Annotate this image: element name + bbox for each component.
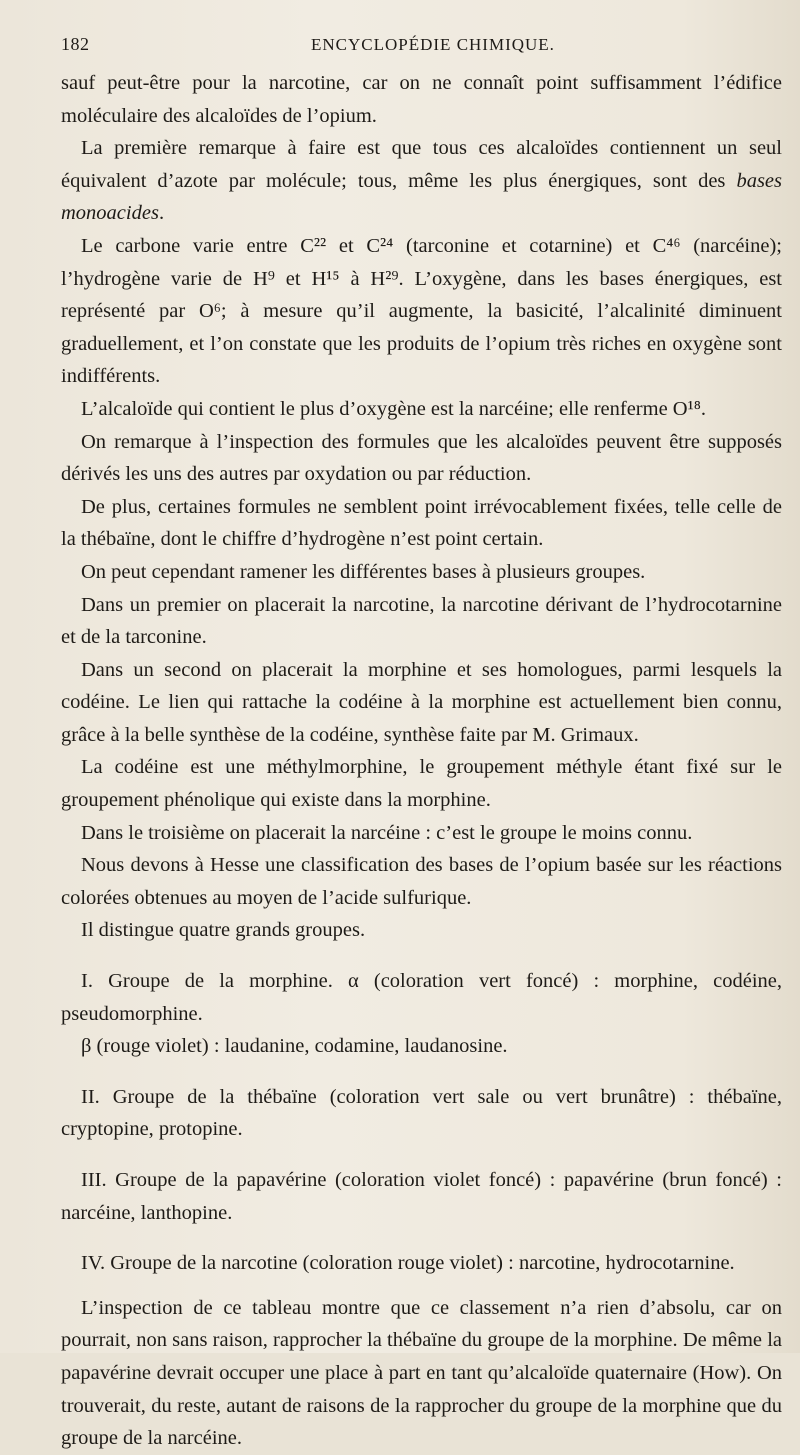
paragraph: La codéine est une méthylmorphine, le groupement méthyle étant fixé sur le groupement phénolique qui existe dans la morphine. [61,756,782,812]
paragraph: Il distingue quatre grands groupes. [81,919,366,942]
group-entry-thebaine: II. Groupe de la thébaïne (coloration vert sale ou vert brunâtre) : thébaïne, cryptopine, protopine. [61,1085,782,1141]
paragraph: Dans le troisième on placerait la narcéine : c’est le groupe le moins connu. [81,821,693,844]
closing-paragraph: L’inspection de ce tableau montre que ce classement n’a rien d’absolu, car on pourrait, non sans raison, rapprocher la thébaïne du groupe de la morphine. De même la papavérine devrait occuper une place à part en tant qu’alcaloïde quaternaire (How). On trouverait, du reste, autant de raisons de la rapprocher du groupe de la morphine que du groupe de la narcéine. [61,1296,782,1450]
page-number: 182 [61,34,90,54]
group-entry-morphine-beta: β (rouge violet) : laudanine, codamine, laudanosine. [81,1035,508,1058]
paragraph: Le carbone varie entre C²² et C²⁴ (tarconine et cotarnine) et C⁴⁶ (narcéine); l’hydrogène varie de H⁹ et H¹⁵ à H²⁹. L’oxygène, dans les bases énergiques, est représenté par O⁶; à mesure qu’il augmente, la basicité, l’alcalinité diminuent graduellement, et l’on constate que les produits de l’opium très riches en oxygène sont indifférents. [61,234,782,388]
paragraph-text: La première remarque à faire est que tous ces alcaloïdes contiennent un seul équivalent d’azote par molécule; tous, même les plus énergiques, sont des [61,137,782,192]
emphasis-text: bases monoacides [61,169,782,225]
group-entry-morphine: I. Groupe de la morphine. α (coloration vert foncé) : morphine, codéine, pseudomorphine. [61,970,782,1025]
page-header [61,34,782,55]
paragraph: Dans un second on placerait la morphine et ses homologues, parmi lesquels la codéine. Le lien qui rattache la codéine à la morphine est actuellement bien connu, grâce à la belle synthèse de la codéine, synthèse faite par M. Grimaux. [61,658,782,746]
section-spacer [61,1280,782,1292]
paragraph: Nous devons à Hesse une classification des bases de l’opium basée sur les réactions colorées obtenues au moyen de l’acide sulfurique. [61,854,782,909]
paragraph: L’alcaloïde qui contient le plus d’oxygène est la narcéine; elle renferme O¹⁸. [81,397,707,420]
paragraph [61,132,782,230]
paragraph: De plus, certaines formules ne semblent point irrévocablement fixées, telle celle de la thébaïne, dont le chiffre d’hydrogène n’est point certain. [61,495,782,551]
page-body [61,67,782,1455]
group-entry-papaverine: III. Groupe de la papavérine (coloration violet foncé) : papavérine (brun foncé) : narcéine, lanthopine. [61,1169,782,1224]
paragraph: Dans un premier on placerait la narcotine, la narcotine dérivant de l’hydrocotarnine et de la tarconine. [61,593,782,649]
paragraph-text: . [158,202,165,225]
paragraph: sauf peut-être pour la narcotine, car on ne connaît point suffisamment l’édifice moléculaire des alcaloïdes de l’opium. [61,72,782,127]
paragraph: On peut cependant ramener les différentes bases à plusieurs groupes. [81,560,646,583]
paragraph: On remarque à l’inspection des formules que les alcaloïdes peuvent être supposés dérivés les uns des autres par oxydation ou par réduction. [61,430,782,486]
running-title: ENCYCLOPÉDIE CHIMIQUE. [311,35,555,54]
group-entry-narcotine: IV. Groupe de la narcotine (coloration rouge violet) : narcotine, hydrocotarnine. [81,1252,735,1275]
